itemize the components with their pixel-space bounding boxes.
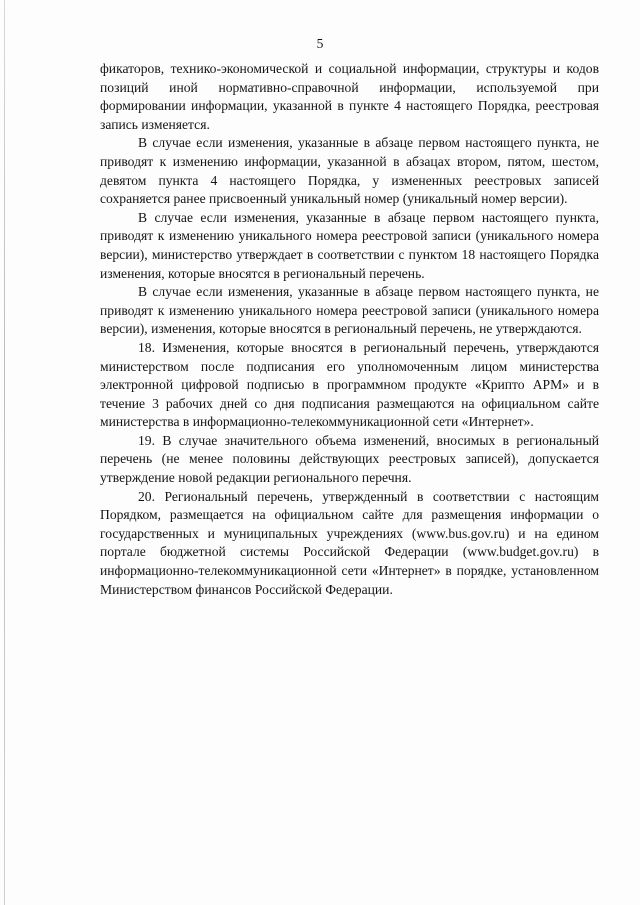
paragraph-unchanged-number: В случае если изменения, указанные в абзаце первом настоящего пункта, не приводят к изменению информации, указанной в абзацах втором, пятом, шестом, девятом пункта 4 настоящего Порядка, у измененных реестровых записей сохраняется ранее присвоенный уникальный номер (уникальный номер версии). xyxy=(100,135,599,207)
paragraph-item-20: 20. Региональный перечень, утвержденный в соответствии с настоящим Порядком, размещается на официальном сайте для размещения информации о государственных и муниципальных учреждениях (www.bus.gov.ru) и на едином портале бюджетной системы Российской Федерации (www.budget.gov.ru) в информационно-телекоммуникационной сети «Интернет» в порядке, установленном Министерством финансов Российской Федерации. xyxy=(100,488,599,597)
document-body xyxy=(100,60,599,599)
paragraph-item-19: 19. В случае значительного объема изменений, вносимых в региональный перечень (не менее половины действующих реестровых записей), допускается утверждение новой редакции регионального перечня. xyxy=(100,432,599,486)
paragraph-not-approved: В случае если изменения, указанные в абзаце первом настоящего пункта, не приводят к изменению уникального номера реестровой записи (уникального номера версии), изменения, которые вносятся в региональный перечень, не утверждаются. xyxy=(100,284,599,337)
paragraph-continuation: фикаторов, технико-экономической и социальной информации, структуры и кодов позиций иной нормативно-справочной информации, используемой при формировании информации, указанной в пункте 4 настоящего Порядка, реестровая запись изменяется. xyxy=(100,61,599,132)
paragraph-changed-number: В случае если изменения, указанные в абзаце первом настоящего пункта, приводят к изменению уникального номера реестровой записи (уникального номера версии), министерство утверждает в соответствии с пунктом 18 настоящего Порядка изменения, которые вносятся в региональный перечень. xyxy=(100,209,599,281)
page-number: 5 xyxy=(316,36,324,51)
paragraph-item-18: 18. Изменения, которые вносятся в региональный перечень, утверждаются министерством после подписания его уполномоченным лицом министерства электронной цифровой подписью в программном продукте «Крипто АРМ» и в течение 3 рабочих дней со дня подписания размещаются на официальном сайте министерства в информационно-телекоммуникационной сети «Интернет». xyxy=(100,339,599,430)
scan-edge-line xyxy=(4,0,5,905)
